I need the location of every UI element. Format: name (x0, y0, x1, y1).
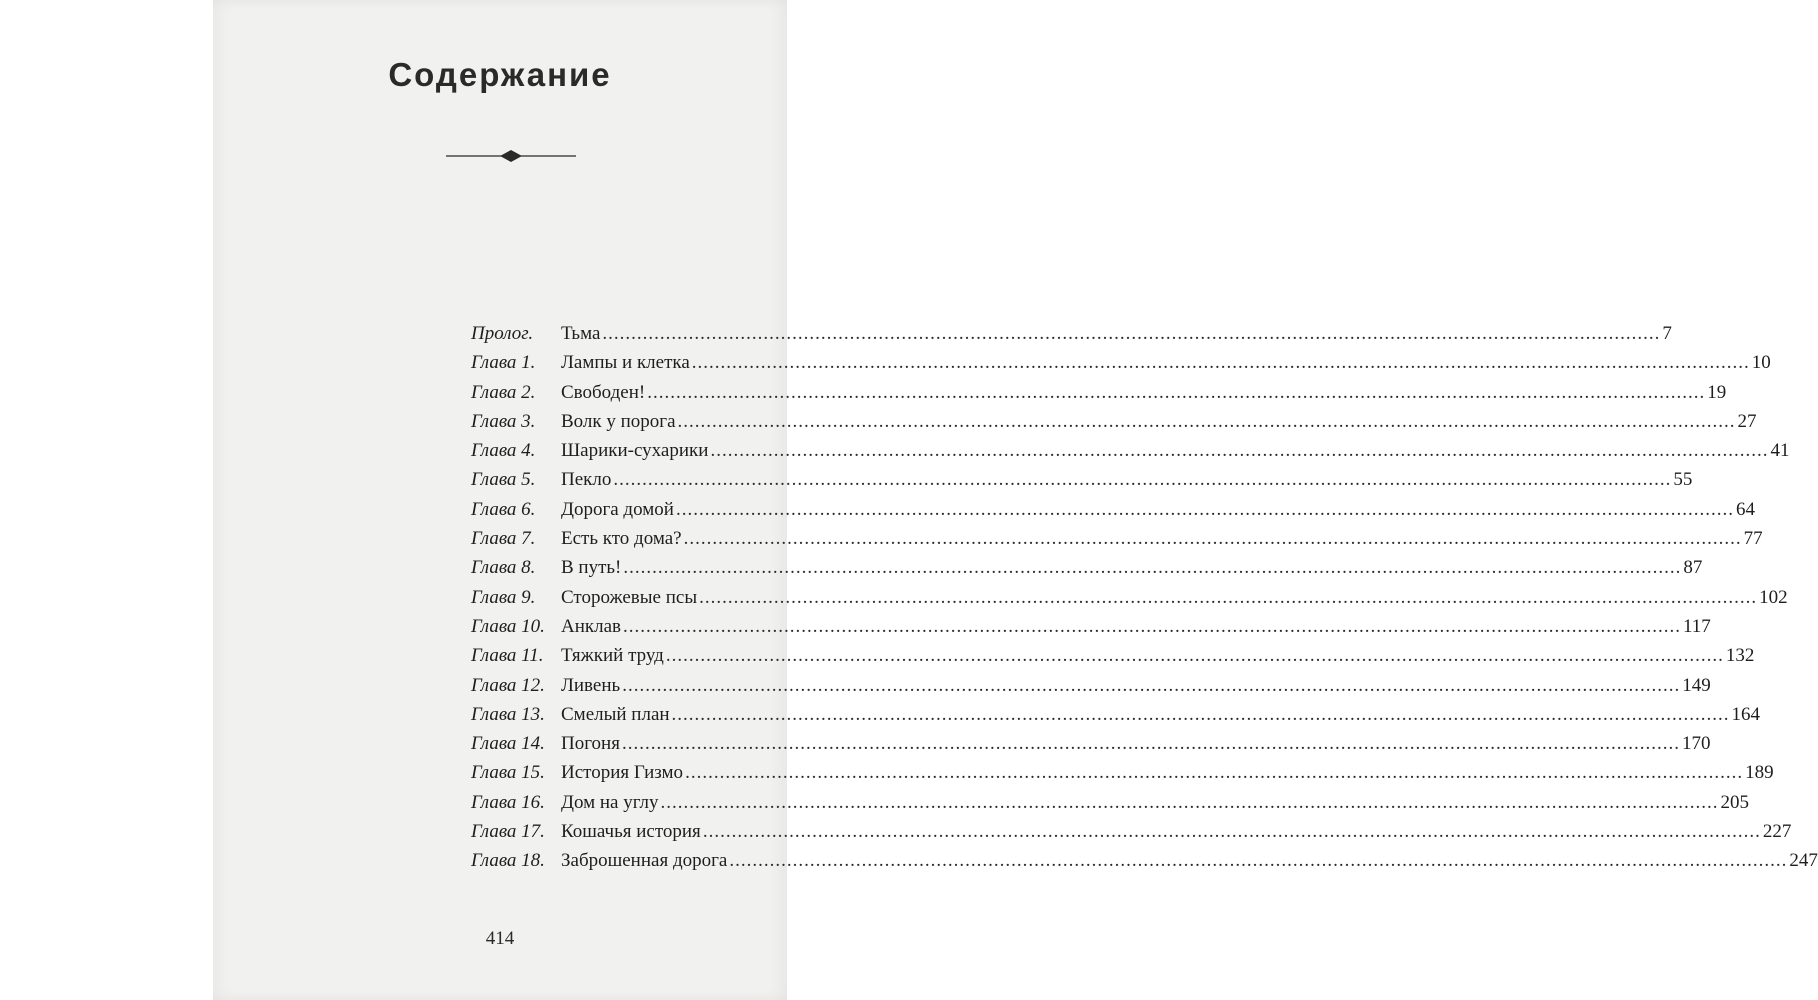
toc-entry (471, 381, 1727, 411)
toc-entry-page-number: 170 (1681, 733, 1711, 755)
toc-entry (471, 674, 1711, 704)
toc-entry-leader (729, 850, 1787, 872)
toc-entry-page-number: 164 (1731, 703, 1761, 725)
toc-entry-leader (710, 440, 1768, 462)
toc-entry-leader (666, 645, 1724, 667)
page-title: Содержание (388, 56, 612, 93)
toc-entry-title: Дорога домой (561, 498, 674, 520)
toc-entry (471, 528, 1763, 557)
toc-entry (471, 440, 1790, 469)
toc-entry-title: Ливень (561, 674, 621, 696)
toc-entry-page-number: 55 (1673, 469, 1693, 491)
book-page (213, 0, 1818, 1000)
toc-entry-title: Заброшенная дорога (561, 850, 728, 872)
toc-entry-prefix: Глава 5. (471, 469, 536, 491)
toc-entry-page-number: 247 (1789, 850, 1818, 872)
toc-entry-page-number: 87 (1683, 557, 1703, 579)
toc-entry-leader (602, 323, 1660, 345)
toc-entry-leader (622, 733, 1680, 755)
toc-entry-leader (678, 411, 1736, 433)
toc-entry-title: Шарики-сухарики (561, 440, 709, 462)
toc-entry-title: Пекло (561, 469, 612, 491)
toc-entry-page-number: 102 (1759, 586, 1788, 608)
toc-entry-title: Лампы и клетка (561, 352, 690, 374)
toc-entry (471, 469, 1693, 498)
toc-entry-page-number: 149 (1682, 674, 1711, 696)
toc-entry (471, 615, 1711, 645)
toc-entry-prefix: Глава 1. (471, 352, 536, 374)
toc-entry-leader (699, 587, 1757, 609)
toc-entry-title: Волк у порога (561, 410, 676, 432)
toc-entry-prefix: Глава 2. (471, 381, 536, 403)
toc-entry-page-number: 205 (1720, 791, 1750, 813)
toc-entry-title: Кошачья история (561, 821, 701, 843)
toc-entry-page-number: 189 (1745, 762, 1774, 784)
toc-entry (471, 762, 1774, 791)
toc-entry-title: История Гизмо (561, 762, 684, 784)
toc-entry-prefix: Глава 8. (471, 557, 536, 579)
toc-entry (471, 323, 1672, 352)
toc-entry (471, 821, 1792, 850)
toc-entry-title: Тьма (561, 323, 601, 344)
toc-entry-leader (684, 528, 1742, 550)
toc-entry-prefix: Глава 9. (471, 586, 536, 608)
divider-ornament-icon (446, 148, 576, 164)
toc-entry (471, 352, 1771, 381)
table-of-contents (471, 323, 1818, 880)
toc-entry (471, 586, 1788, 616)
toc-entry-prefix: Глава 6. (471, 498, 536, 520)
toc-entry-leader (676, 499, 1734, 521)
toc-entry-page-number: 117 (1683, 615, 1711, 637)
toc-entry-prefix: Пролог. (471, 323, 534, 344)
toc-entry-leader (685, 762, 1743, 784)
toc-entry-page-number: 19 (1707, 381, 1727, 403)
toc-entry-prefix: Глава 18. (471, 850, 545, 872)
toc-entry-title: Тяжкий труд (561, 645, 664, 667)
toc-entry-leader (613, 469, 1671, 491)
toc-entry-prefix: Глава 3. (471, 410, 536, 432)
page-number: 414 (485, 928, 515, 949)
toc-entry (471, 733, 1711, 762)
toc-entry (471, 557, 1703, 586)
toc-entry (471, 645, 1755, 674)
toc-entry (471, 410, 1757, 440)
toc-entry-leader (661, 792, 1719, 814)
toc-entry-prefix: Глава 13. (471, 703, 545, 725)
toc-entry-page-number: 227 (1762, 821, 1792, 843)
toc-entry-leader (622, 675, 1680, 697)
toc-entry-prefix: Глава 4. (471, 440, 536, 462)
toc-entry-leader (703, 821, 1761, 843)
toc-entry-page-number: 64 (1735, 498, 1755, 520)
toc-entry-leader (692, 352, 1750, 374)
toc-entry (471, 703, 1761, 733)
toc-entry-prefix: Глава 17. (471, 821, 545, 843)
toc-entry-prefix: Глава 12. (471, 674, 545, 696)
toc-entry-title: Свободен! (561, 381, 646, 403)
toc-entry-page-number: 77 (1743, 528, 1763, 550)
toc-entry-title: Дом на углу (561, 791, 659, 813)
toc-entry-prefix: Глава 7. (471, 528, 536, 550)
toc-entry-prefix: Глава 16. (471, 791, 545, 813)
toc-entry-leader (672, 704, 1730, 726)
toc-entry-title: Погоня (561, 733, 620, 755)
toc-entry-title: В путь! (561, 557, 622, 579)
toc-entry-page-number: 132 (1725, 645, 1755, 667)
toc-entry-title: Есть кто дома? (561, 528, 682, 550)
toc-entry-page-number: 10 (1751, 352, 1771, 374)
toc-entry (471, 498, 1755, 528)
toc-entry-leader (623, 557, 1681, 579)
toc-entry-prefix: Глава 10. (471, 615, 545, 637)
toc-entry-page-number: 27 (1737, 410, 1757, 432)
toc-entry (471, 850, 1818, 879)
toc-entry-prefix: Глава 15. (471, 762, 545, 784)
toc-entry-prefix: Глава 11. (471, 645, 544, 667)
toc-entry-page-number: 41 (1770, 440, 1790, 462)
toc-entry-title: Анклав (561, 615, 622, 637)
toc-entry-prefix: Глава 14. (471, 733, 545, 755)
toc-entry-title: Смелый план (561, 703, 670, 725)
toc-entry-leader (623, 616, 1681, 638)
toc-entry-page-number: 7 (1662, 323, 1672, 344)
toc-entry (471, 791, 1750, 821)
toc-entry-leader (647, 382, 1705, 404)
toc-entry-title: Сторожевые псы (561, 586, 698, 608)
